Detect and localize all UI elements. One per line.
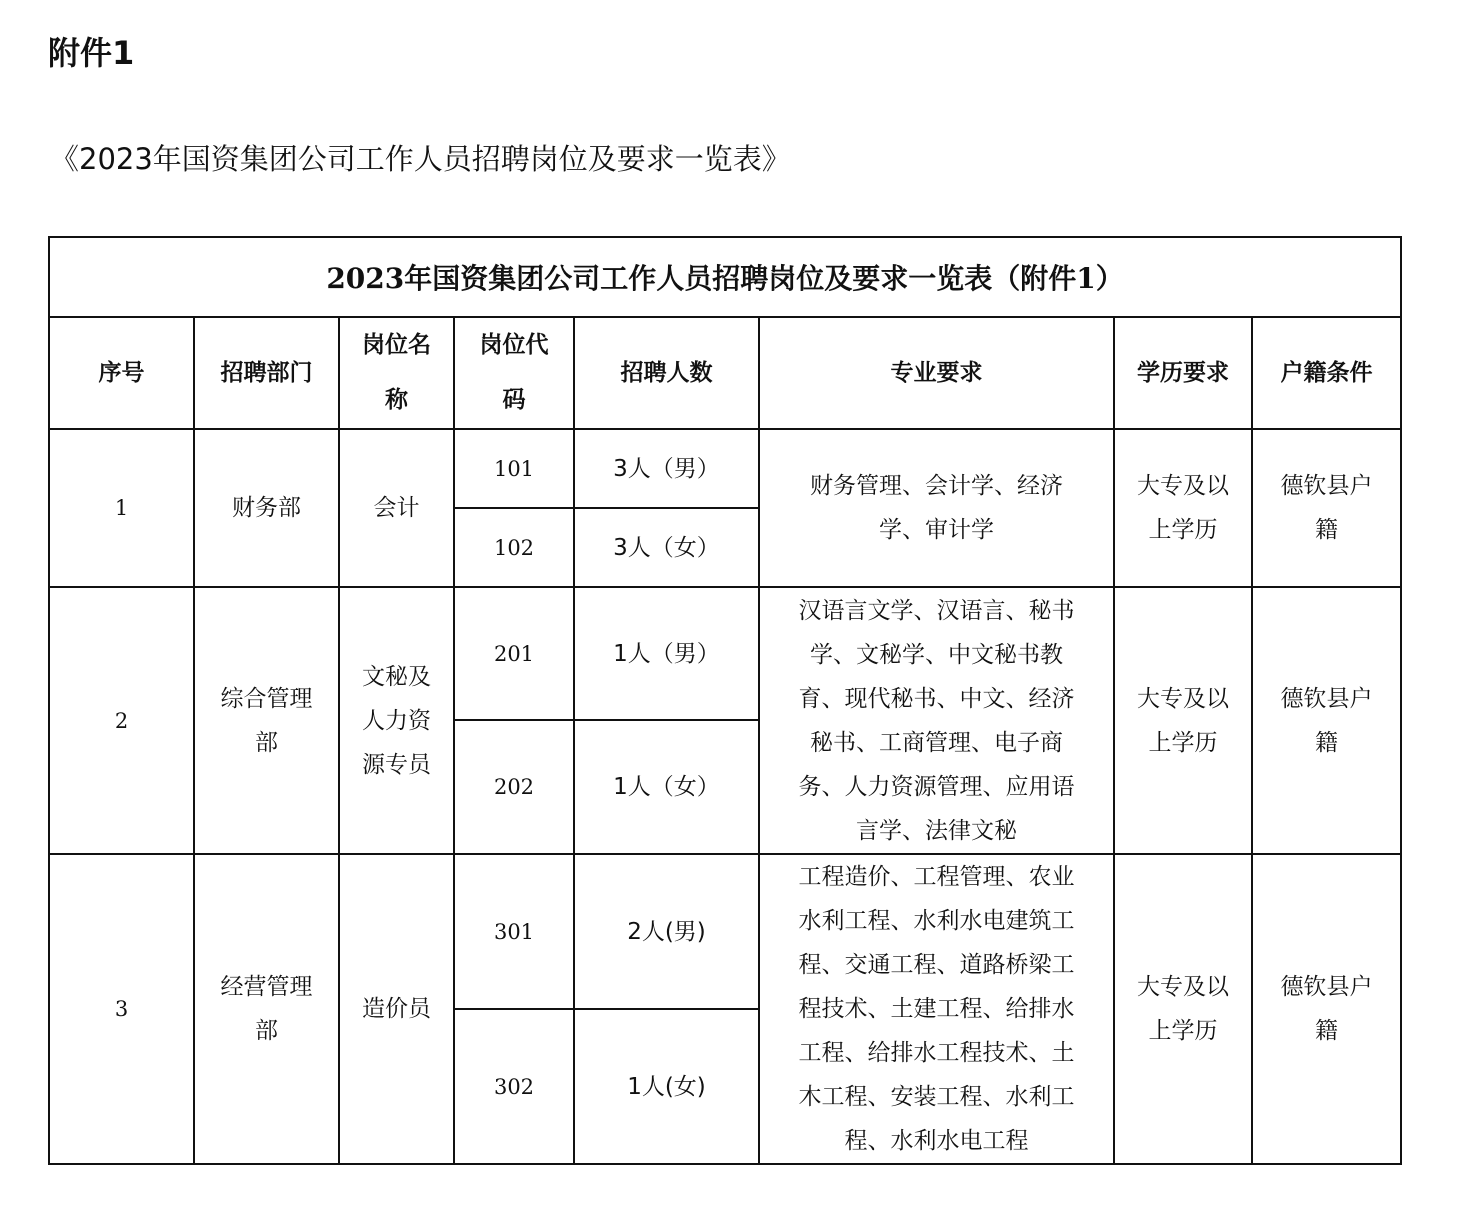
cell-line: 财务管理、会计学、经济 — [810, 473, 1063, 499]
table-row — [49, 587, 1401, 720]
cell-dept — [194, 854, 339, 1164]
header-residence: 户籍条件 — [1252, 317, 1401, 429]
cell-code: 202 — [454, 720, 574, 854]
cell-line: 学、文秘学、中文秘书教 — [810, 641, 1063, 668]
header-major: 专业要求 — [759, 317, 1114, 429]
table-row — [49, 854, 1401, 1009]
cell-line: 工程、给排水工程技术、土 — [798, 1040, 1075, 1066]
header-seq: 序号 — [49, 317, 194, 429]
cell-line: 上学历 — [1148, 1018, 1218, 1044]
cell-code: 101 — [454, 429, 574, 508]
cell-code: 201 — [454, 587, 574, 720]
cell-line: 部 — [255, 1018, 278, 1044]
header-code — [454, 317, 574, 429]
cell-line: 经营管理 — [220, 974, 313, 1000]
cell-count: 1人（男） — [574, 587, 759, 720]
cell-position — [339, 587, 454, 854]
cell-dept — [194, 587, 339, 854]
cell-line: 财务部 — [232, 495, 301, 521]
document-title: 《2023年国资集团公司工作人员招聘岗位及要求一览表》 — [50, 142, 791, 176]
recruitment-table — [48, 236, 1402, 1165]
cell-count: 3人（男） — [574, 429, 759, 508]
cell-line: 育、现代秘书、中文、经济 — [798, 685, 1075, 712]
header-education: 学历要求 — [1114, 317, 1252, 429]
cell-line: 籍 — [1315, 729, 1339, 756]
cell-line: 木工程、安装工程、水利工 — [798, 1084, 1075, 1110]
cell-line: 上学历 — [1148, 517, 1218, 543]
cell-line: 会计 — [373, 495, 420, 521]
cell-seq: 3 — [49, 854, 194, 1164]
cell-code: 301 — [454, 854, 574, 1009]
cell-line: 言学、法律文秘 — [856, 817, 1017, 844]
cell-line: 程技术、土建工程、给排水 — [798, 996, 1075, 1022]
cell-count: 2人(男) — [574, 854, 759, 1009]
cell-line: 文秘及 — [362, 663, 431, 690]
cell-dept — [194, 429, 339, 587]
attachment-label: 附件1 — [48, 34, 135, 72]
cell-code: 102 — [454, 508, 574, 587]
header-code-line: 岗位代 — [479, 332, 549, 358]
cell-line: 上学历 — [1148, 729, 1218, 756]
cell-line: 造价员 — [362, 996, 431, 1022]
cell-major — [759, 854, 1114, 1164]
cell-seq: 2 — [49, 587, 194, 854]
cell-count: 3人（女） — [574, 508, 759, 587]
cell-line: 籍 — [1315, 517, 1339, 543]
cell-line: 水利工程、水利水电建筑工 — [798, 908, 1075, 934]
cell-line: 大专及以 — [1137, 473, 1229, 499]
header-dept: 招聘部门 — [194, 317, 339, 429]
cell-line: 综合管理 — [220, 685, 313, 712]
cell-line: 秘书、工商管理、电子商 — [810, 729, 1063, 756]
cell-position — [339, 429, 454, 587]
cell-residence — [1252, 587, 1401, 854]
cell-line: 学、审计学 — [879, 517, 994, 543]
header-count: 招聘人数 — [574, 317, 759, 429]
cell-line: 大专及以 — [1137, 685, 1229, 712]
cell-line: 汉语言文学、汉语言、秘书 — [798, 597, 1075, 624]
cell-line: 德钦县户 — [1280, 473, 1373, 499]
cell-line: 程、交通工程、道路桥梁工 — [798, 952, 1075, 978]
table-title: 2023年国资集团公司工作人员招聘岗位及要求一览表（附件1） — [49, 237, 1401, 317]
header-position — [339, 317, 454, 429]
cell-count: 1人(女) — [574, 1009, 759, 1164]
header-position-line: 岗位名 — [362, 332, 431, 358]
header-code-line: 码 — [502, 387, 526, 413]
cell-residence — [1252, 854, 1401, 1164]
cell-seq: 1 — [49, 429, 194, 587]
cell-line: 大专及以 — [1137, 974, 1229, 1000]
cell-line: 务、人力资源管理、应用语 — [798, 773, 1075, 800]
cell-line: 程、水利水电工程 — [844, 1128, 1029, 1154]
cell-line: 籍 — [1315, 1018, 1339, 1044]
cell-major — [759, 429, 1114, 587]
cell-major — [759, 587, 1114, 854]
cell-line: 源专员 — [362, 751, 431, 778]
cell-education — [1114, 429, 1252, 587]
cell-line: 工程造价、工程管理、农业 — [798, 864, 1075, 890]
cell-position — [339, 854, 454, 1164]
cell-line: 德钦县户 — [1280, 974, 1373, 1000]
cell-code: 302 — [454, 1009, 574, 1164]
cell-education — [1114, 854, 1252, 1164]
cell-count: 1人（女） — [574, 720, 759, 854]
header-position-line: 称 — [385, 387, 408, 413]
cell-residence — [1252, 429, 1401, 587]
table-header-row — [49, 317, 1401, 429]
cell-line: 德钦县户 — [1280, 685, 1373, 712]
cell-line: 人力资 — [362, 707, 431, 734]
table-row — [49, 429, 1401, 508]
cell-education — [1114, 587, 1252, 854]
cell-line: 部 — [255, 729, 278, 756]
